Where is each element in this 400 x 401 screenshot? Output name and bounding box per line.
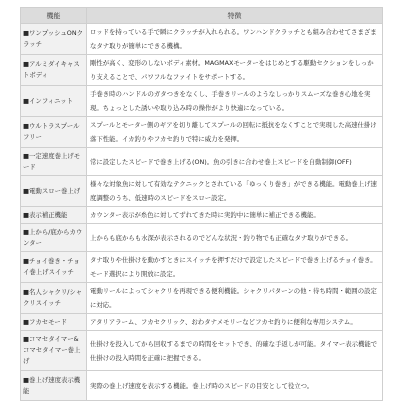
header-feature: 機能 — [21, 8, 87, 24]
feature-name-cell: ■表示補正機能 — [21, 207, 87, 224]
table-body — [21, 24, 383, 401]
feature-description-cell: 電動リールによってシャクリを再現できる便利機能。シャクリパターンの他・待ち時間・範囲の設定に対応。 — [87, 283, 383, 314]
feature-description-cell: カウンター表示が糸色に対してずれてきた時に実釣中に簡単に補正できる機能。 — [87, 207, 383, 224]
feature-description-cell: 仕掛けを投入してから回収するまでの時間をセットでき、的確な手返しが可能。タイマー表示機能で仕掛けの投入時間を正確に把握できる。 — [87, 331, 383, 371]
table-header-row — [21, 8, 383, 24]
table-row — [21, 283, 383, 314]
table-row — [21, 314, 383, 331]
table-row — [21, 331, 383, 371]
feature-name-cell: ■ワンプッシュONクラッチ — [21, 24, 87, 55]
feature-description-cell: 実際の巻上げ速度を表示する機能。巻上げ時のスピードの目安として役立つ。 — [87, 371, 383, 401]
table-row — [21, 252, 383, 283]
feature-name-cell: ■名人シャクリ/シャクリスイッチ — [21, 283, 87, 314]
table-row — [21, 117, 383, 148]
header-description: 特徴 — [87, 8, 383, 24]
feature-description-cell: 手巻き時のハンドルのガタつきをなくし、手巻きリールのようなしっかりスムーズな巻き心地を実現。ちょっとした誘いや取り込み時の操作がより快適になっている。 — [87, 86, 383, 117]
table-row — [21, 176, 383, 207]
table-row — [21, 224, 383, 252]
feature-name-cell: ■コマセタイマー&コマセタイマー巻上げ — [21, 331, 87, 371]
feature-name-cell: ■フカセモード — [21, 314, 87, 331]
table-row — [21, 207, 383, 224]
feature-name-cell: ■ウルトラスプールフリー — [21, 117, 87, 148]
feature-description-cell: 様々な対象魚に対して有効なテクニックとされている「ゆっくり巻き」ができる機能。電動巻上げ速度調整のうち、低速時のスピードをスロー設定。 — [87, 176, 383, 207]
feature-spec-table — [20, 7, 383, 401]
table-row — [21, 371, 383, 401]
feature-description-cell: アタリアラーム、フカセクリック、おわタナメモリーなどフカセ釣りに便利な専用システム。 — [87, 314, 383, 331]
feature-name-cell: ■巻上げ速度表示機能 — [21, 371, 87, 401]
feature-description-cell: スプールとモーター側のギアを切り離してスプールの回転に抵抗をなくすことで実現した高速仕掛け落下性能。イカ釣りやフカセ釣りで特に威力を発揮。 — [87, 117, 383, 148]
table-row — [21, 55, 383, 86]
feature-description-cell: 剛性が高く、変形のしないボディ素材。MAGMAXモーターをはじめとする駆動セクションをしっかり支えることで、パワフルなファイトをサポートする。 — [87, 55, 383, 86]
feature-name-cell: ■電動スロー巻上げ — [21, 176, 87, 207]
spec-table-container — [20, 7, 382, 401]
feature-description-cell: ロッドを持っている手で瞬にクラッチが入れられる。ワンハンドクラッチとも組み合わせてさまざまなタナ取りが簡単にできる機構。 — [87, 24, 383, 55]
feature-name-cell: ■上から/底からカウンター — [21, 224, 87, 252]
feature-description-cell: 常に設定したスピードで巻き上げる(ON)。魚の引きに合わせ巻上スピードを自動制御(OFF) — [87, 148, 383, 176]
feature-name-cell: ■アルミダイキャストボディ — [21, 55, 87, 86]
table-row — [21, 148, 383, 176]
table-row — [21, 24, 383, 55]
feature-description-cell: タナ取りや仕掛けを動かすときにスイッチを押すだけで設定したスピードで巻き上げるチョイ巻き。モード選択により開放に設定。 — [87, 252, 383, 283]
table-row — [21, 86, 383, 117]
feature-name-cell: ■チョイ巻き・チョイ巻上げスイッチ — [21, 252, 87, 283]
feature-description-cell: 上からも底からも水深が表示されるのでどんな状況・釣り物でも正確なタナ取りができる。 — [87, 224, 383, 252]
feature-name-cell: ■一定速度巻上げモード — [21, 148, 87, 176]
feature-name-cell: ■インフィニット — [21, 86, 87, 117]
